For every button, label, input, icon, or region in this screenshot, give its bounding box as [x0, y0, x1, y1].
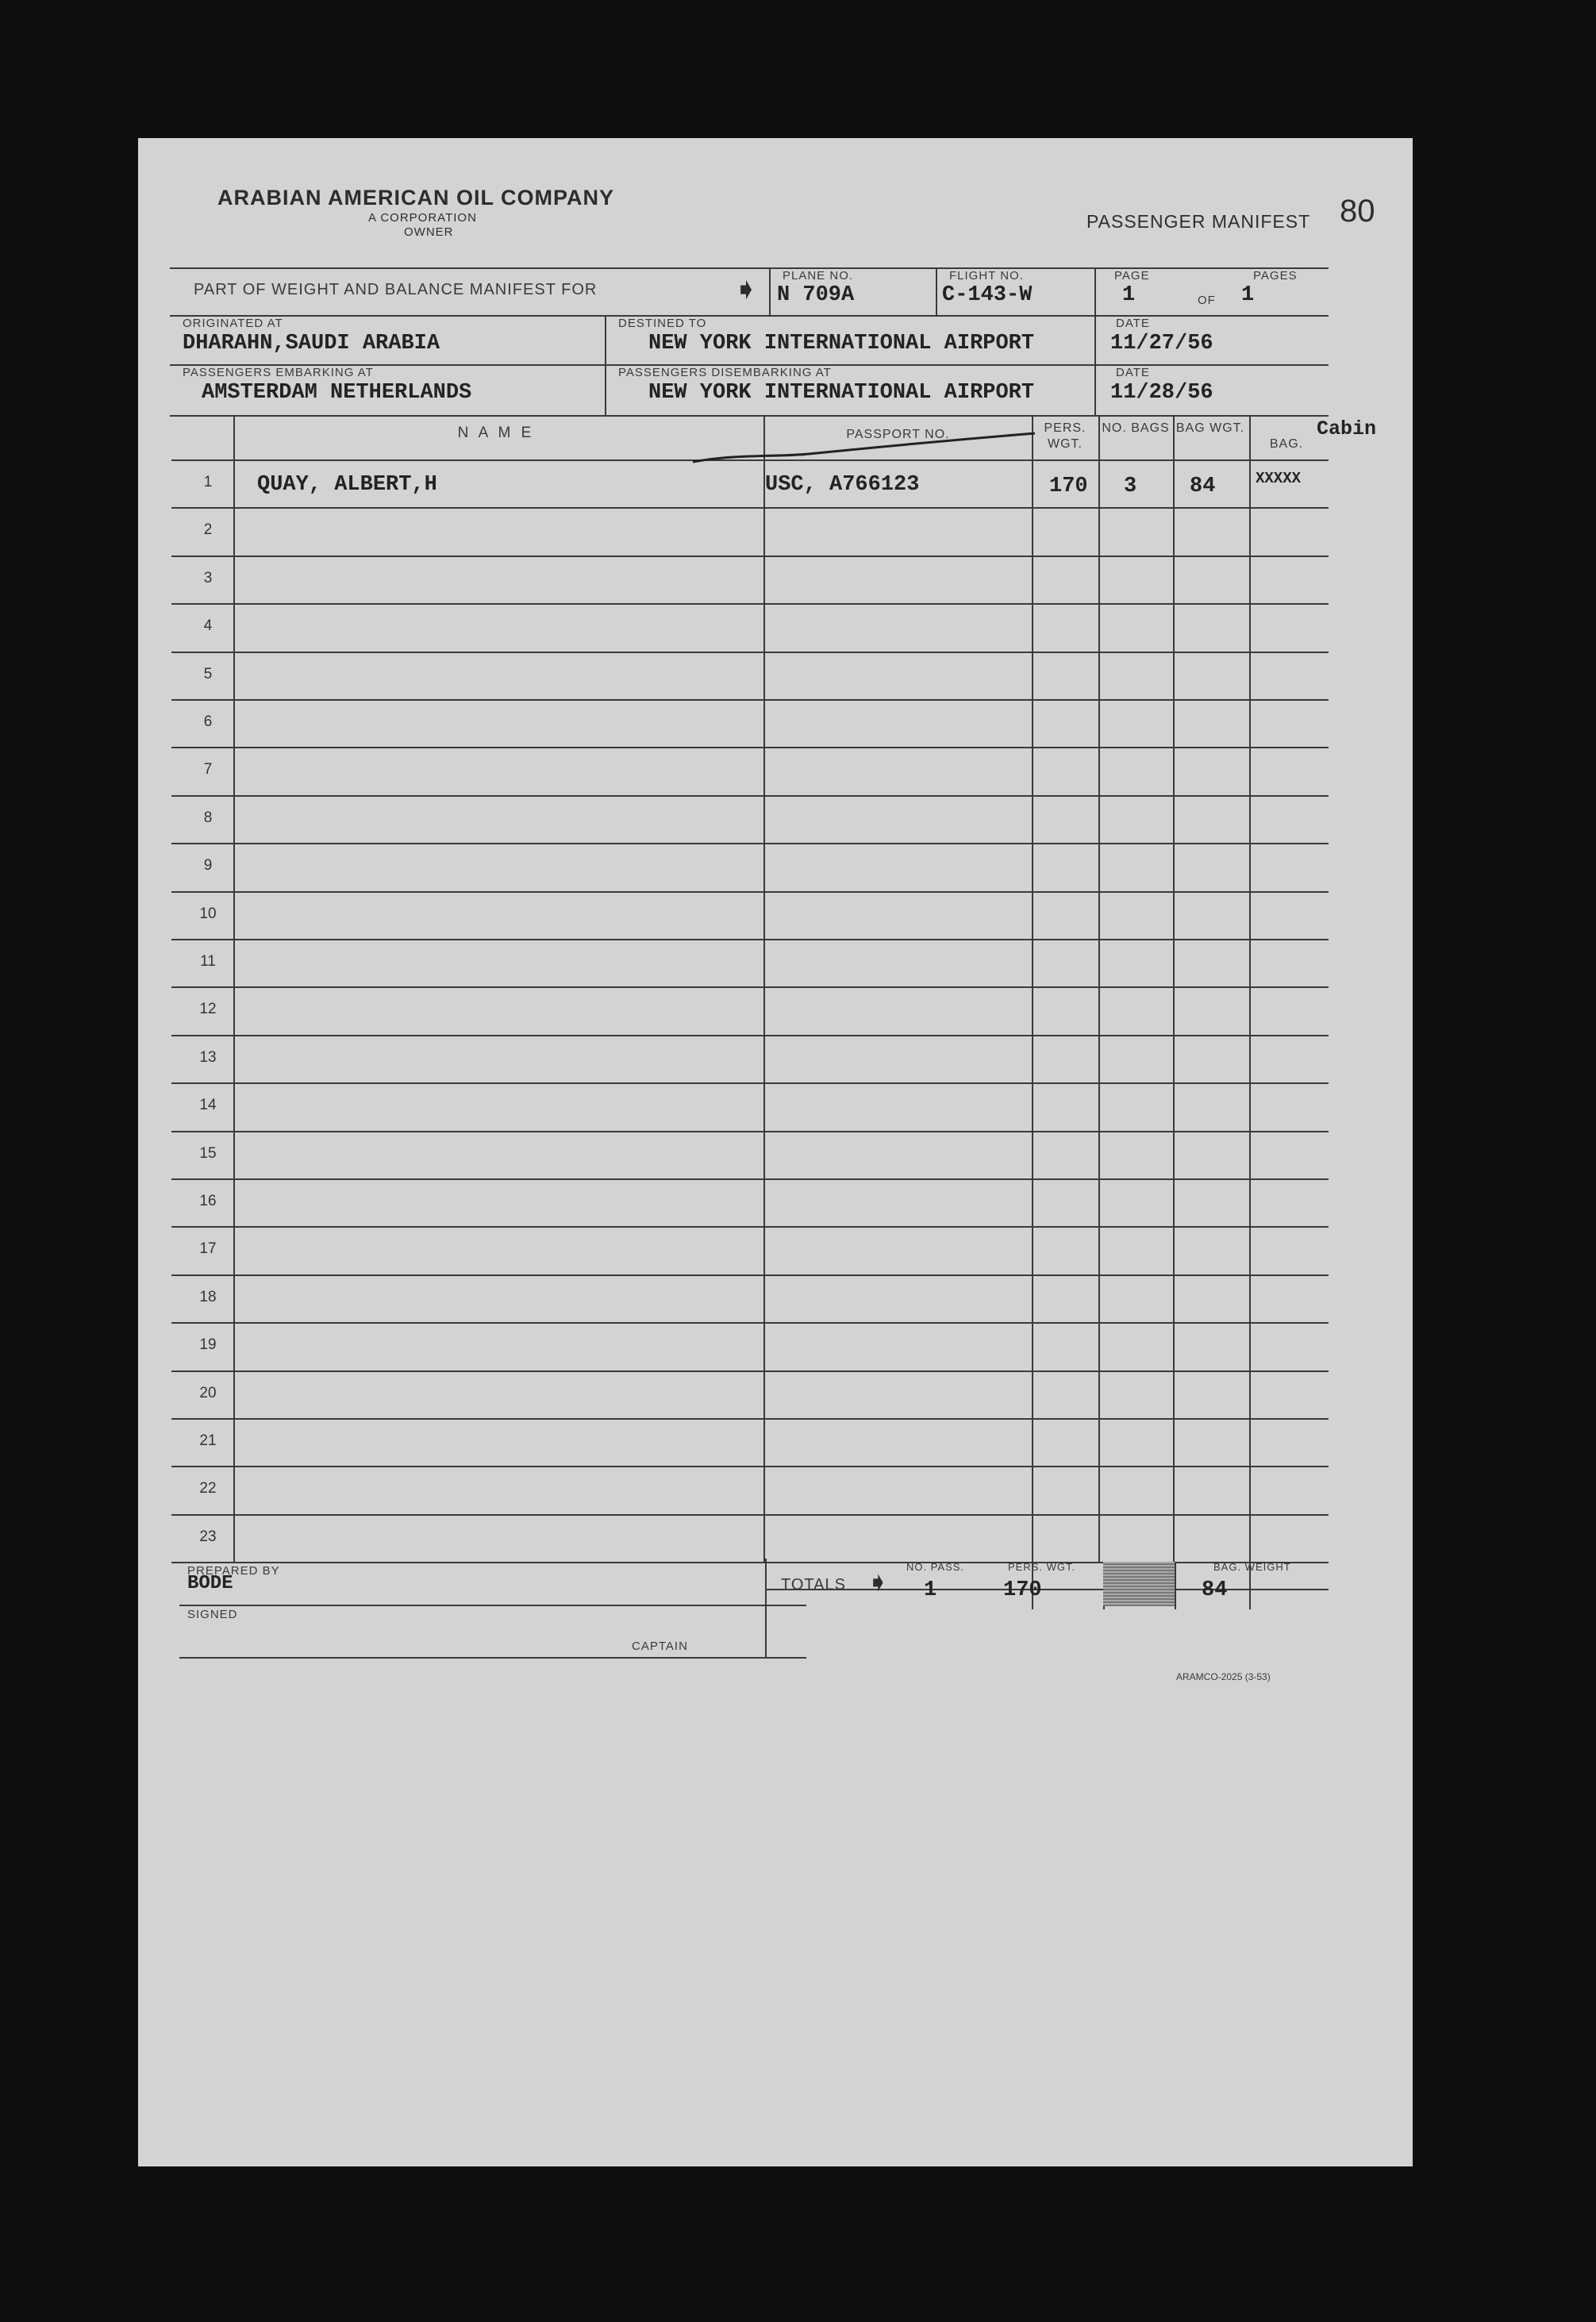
plane-no-label: PLANE NO. — [783, 269, 854, 283]
sheet-number: 80 — [1340, 194, 1375, 229]
pen-stroke — [690, 430, 1039, 470]
date2-value: 11/28/56 — [1110, 381, 1213, 405]
row-number: 21 — [199, 1432, 217, 1449]
table-rule — [171, 1082, 1329, 1084]
row-number: 2 — [203, 521, 213, 538]
row-number: 16 — [199, 1193, 217, 1209]
col-passport-header: PASSPORT NO. — [846, 428, 950, 441]
embarking-label: PASSENGERS EMBARKING AT — [183, 366, 374, 379]
passport-number: USC, A766123 — [765, 473, 920, 497]
table-rule — [171, 1274, 1329, 1276]
table-rule — [1175, 1562, 1176, 1609]
date2-label: DATE — [1116, 366, 1150, 379]
table-rule — [171, 986, 1329, 988]
destined-value: NEW YORK INTERNATIONAL AIRPORT — [648, 332, 1035, 356]
totals-arrow-icon: ➧ — [867, 1567, 890, 1597]
table-rule — [1249, 415, 1251, 1562]
row-number: 9 — [203, 857, 213, 874]
row-number: 1 — [203, 474, 213, 490]
signed-label: SIGNED — [187, 1608, 238, 1621]
table-rule — [171, 1514, 1329, 1516]
arrow-icon: ➧ — [733, 273, 759, 306]
row-number: 18 — [199, 1289, 217, 1305]
col-cabin-bag-header: BAG. — [1269, 437, 1304, 451]
col-bag-wgt-header: BAG WGT. — [1175, 421, 1245, 435]
no-pass-label: NO. PASS. — [906, 1561, 965, 1573]
table-rule — [763, 415, 765, 1562]
col-name-header: N A M E — [457, 425, 535, 441]
table-rule — [171, 795, 1329, 797]
shaded-box — [1103, 1562, 1175, 1606]
table-rule — [765, 1589, 1329, 1590]
of-label: OF — [1198, 294, 1216, 307]
row-number: 6 — [203, 713, 213, 730]
disembarking-value: NEW YORK INTERNATIONAL AIRPORT — [648, 381, 1035, 405]
row-number: 19 — [199, 1336, 217, 1353]
bag-weight-label: BAG. WEIGHT — [1213, 1561, 1291, 1573]
rule — [170, 315, 1329, 317]
rule — [179, 1605, 806, 1606]
originated-label: ORIGINATED AT — [183, 317, 283, 330]
table-rule — [171, 1178, 1329, 1180]
row-number: 13 — [199, 1049, 217, 1066]
rule — [936, 267, 937, 317]
row-number: 3 — [203, 570, 213, 586]
table-rule — [171, 1226, 1329, 1228]
row-number: 22 — [199, 1480, 217, 1497]
row-number: 10 — [199, 905, 217, 922]
destined-label: DESTINED TO — [618, 317, 707, 330]
company-name: ARABIAN AMERICAN OIL COMPANY — [217, 186, 614, 210]
embarking-value: AMSTERDAM NETHERLANDS — [202, 381, 472, 405]
row-number: 23 — [199, 1528, 217, 1545]
table-rule — [171, 1466, 1329, 1467]
no-bags: 3 — [1124, 475, 1137, 498]
table-rule — [171, 843, 1329, 844]
table-rule — [1098, 415, 1100, 1562]
row-number: 4 — [203, 617, 213, 634]
totals-pers-wgt-value: 170 — [1003, 1578, 1042, 1602]
table-rule — [171, 1035, 1329, 1036]
row-number: 5 — [203, 666, 213, 682]
rule — [170, 267, 1329, 269]
prepared-by-label: PREPARED BY — [187, 1564, 280, 1578]
table-rule — [233, 415, 235, 1562]
table-rule — [171, 507, 1329, 509]
row-number: 11 — [200, 953, 216, 970]
disembarking-label: PASSENGERS DISEMBARKING AT — [618, 366, 832, 379]
prepared-by-value: BODE — [187, 1573, 233, 1594]
table-rule — [171, 1322, 1329, 1324]
cabin-bag: XXXXX — [1256, 470, 1302, 487]
rule — [179, 1657, 806, 1659]
row-number: 15 — [199, 1145, 217, 1162]
form-code: ARAMCO-2025 (3-53) — [1176, 1671, 1271, 1682]
table-rule — [171, 939, 1329, 940]
rule — [1094, 267, 1096, 417]
page-value: 1 — [1122, 283, 1136, 307]
table-rule — [171, 603, 1329, 605]
pers-wgt: 170 — [1049, 475, 1088, 498]
table-rule — [171, 1418, 1329, 1420]
owner-label: OWNER — [404, 225, 454, 239]
flight-no: C-143-W — [942, 283, 1033, 307]
table-rule — [171, 891, 1329, 893]
row-number: 17 — [199, 1240, 217, 1257]
table-rule — [171, 1131, 1329, 1132]
rule — [605, 315, 606, 417]
row-number: 12 — [199, 1001, 217, 1017]
totals-label: TOTALS — [781, 1576, 846, 1593]
col-pers-wgt-header: PERS. WGT. — [1044, 421, 1086, 451]
rule — [769, 267, 771, 317]
passenger-name: QUAY, ALBERT,H — [257, 473, 437, 497]
table-rule — [171, 652, 1329, 653]
date1-label: DATE — [1116, 317, 1150, 330]
table-rule — [171, 1371, 1329, 1372]
row-number: 7 — [203, 761, 213, 778]
table-rule — [171, 556, 1329, 557]
form-title: PASSENGER MANIFEST — [1086, 211, 1311, 232]
bag-weight-value: 84 — [1202, 1578, 1228, 1602]
manifest-sheet — [138, 138, 1413, 2166]
date1-value: 11/27/56 — [1110, 332, 1213, 356]
rule — [765, 1559, 767, 1659]
table-rule — [1173, 415, 1175, 1562]
row-number: 8 — [203, 809, 213, 826]
pages-value: 1 — [1241, 283, 1255, 307]
plane-no: N 709A — [777, 283, 855, 307]
originated-value: DHARAHN,SAUDI ARABIA — [183, 332, 440, 356]
rule — [170, 415, 1329, 417]
page-label: PAGE — [1114, 269, 1150, 283]
row-number: 14 — [199, 1097, 217, 1113]
bag-wgt: 84 — [1190, 475, 1216, 498]
row-number: 20 — [199, 1385, 217, 1401]
corporation-label: A CORPORATION — [368, 211, 477, 225]
no-pass-value: 1 — [924, 1578, 937, 1602]
pages-label: PAGES — [1253, 269, 1298, 283]
flight-no-label: FLIGHT NO. — [949, 269, 1024, 283]
table-rule — [171, 699, 1329, 701]
col-no-bags-header: NO. BAGS — [1102, 421, 1170, 435]
totals-pers-wgt-label: PERS. WGT. — [1008, 1561, 1076, 1573]
table-rule — [171, 747, 1329, 748]
table-rule — [1032, 415, 1033, 1562]
cabin-typed-label: Cabin — [1317, 417, 1377, 440]
part-of-label: PART OF WEIGHT AND BALANCE MANIFEST FOR — [194, 281, 598, 298]
captain-label: CAPTAIN — [632, 1640, 688, 1653]
